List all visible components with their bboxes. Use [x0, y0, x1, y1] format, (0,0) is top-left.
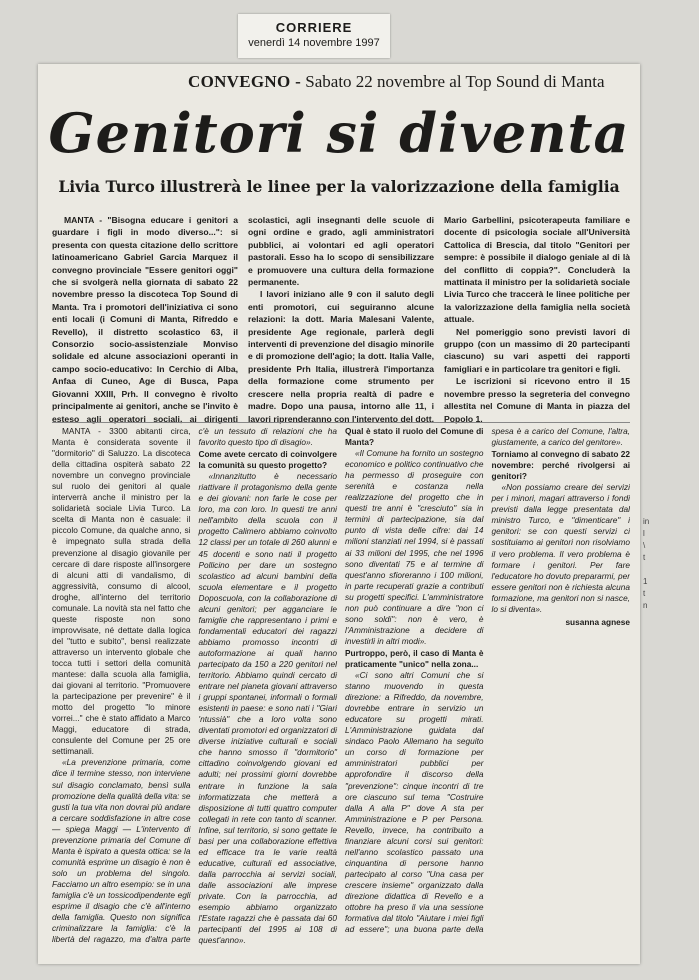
interview-question: Torniamo al convegno di sabato 22 novembre: perché rivolgersi ai genitori?	[491, 449, 630, 482]
newspaper-name: CORRIERE	[275, 20, 353, 35]
edge-fragment: 1	[643, 577, 648, 586]
lead-paragraph: MANTA - "Bisogna educare i genitori a guardare i figli in modo diverso...": si presenta con questa citazione dello scrittore latinoamericano Gabriel Garcia Marquez il convegno provinciale "Essere genitori oggi" che si svolgerà nella giornata di sabato 22 novembre presso la discoteca Top Sound di Manta. Tra i promotori dell'iniziativa ci sono enti locali (i Comuni di Manta, Rifreddo e Revello), il distretto scolastico 63, il Consorzio socio-assistenziale Monviso solidale ed alcune associazioni operanti in campo socio-educativo: In Cerchio di Alba, Anfaa di Cuneo, Age di Busca, Papa Giovanni XXIII, Prh. Il convegno è rivolto principalmente ai genitori, anche se l'invito è esteso agli operatori sociali, ai dirigenti scolastici, agli insegnanti delle scuole di ogni ordine e grado, agli amministratori pubblici, ai volontari ed agli operatori pastorali. Esso ha lo scopo di sensibilizzare e promuovere una cultura della formazione permanente.	[52, 215, 434, 424]
body-answer: «Il Comune ha fornito un sostegno economico e politico continuativo che ha permesso di proseguire con serenità e costanza nella realizzazione del progetto che in questi tre anni è "cresciuto" sia in termini di partecipazione, sia dal punto di vista delle cifre: dai 14 milioni stanziati nel 1994, si è passati ai 33 milioni del 1995, che nel 1996 sono diventati 75 e al termine di quest'anno sfioreranno i 100 milioni, in parte recuperati grazie a contributi su progetti specifici. L'amministratore non può continuare a dire "non ci sono soldi": non è vero, è l'Amministrazione a decidere di investirli in altri modi».	[345, 448, 484, 646]
edge-fragment: n	[643, 601, 648, 610]
newspaper-stamp	[238, 14, 390, 58]
author-signature: susanna agnese	[565, 616, 630, 627]
kicker: CONVEGNO -	[188, 72, 302, 91]
edge-fragment	[643, 564, 657, 576]
strapline	[188, 72, 636, 92]
subheadline: Livia Turco illustrerà le linee per la valorizzazione della famiglia	[58, 177, 620, 196]
edge-fragment: in	[643, 517, 650, 526]
section-divider	[52, 422, 630, 423]
body-intro: MANTA - 3300 abitanti circa, Manta è considerata sovente il "dormitorio" di Saluzzo. La discoteca della cittadina ospiterà sabato 22 novembre un convegno provinciale sul ruolo dei genitori al quale interverrà anche il ministro per la solidarietà sociale Livia Turco. La scelta di Manta non è casuale: il piccolo Comune, da qualche anno, si è impegnato sulla strada della prevenzione al disagio giovanile per cercare di dare risposte all'insorgere di alcuni atti di vandalismo, di aggressività, consumo di alcool, droghe, all'interno del territorio comunale. La novità sta nel fatto che queste risposte non sono improvvisate, né dettate dalla logica del "tutto e subito", bensì realizzate attraverso un intervento globale che tocca tutti i settori della comunità mantese: dalla scuola alla famiglia, dai giovani al territorio. "Promuovere la partecipazione per prevenire" è il motto del progetto "lo minore vorrei..." che è stato affidato a Marco Maggi, educatore di strada, consulente del Comune per 25 ore settimanali.	[52, 426, 191, 757]
lead-paragraph: I lavori iniziano alle 9 con il saluto degli enti promotori, cui seguiranno alcune relazioni: la dott. Maria Malesani Valente, presidente Age regionale, parlerà degli interventi di prevenzione del disagio minorile e di promozione dell'agio; la dott. Italia Valle, presidente Prh Italia, illustrerà l'importanza della formazione come strumento per crescere nella propria realtà di padre e madre. Dopo una pausa, intorno alle 11, i lavori riprenderanno con l'intervento del dott. Mario Garbellini, psicoterapeuta familiare e docente di psicologia sociale all'Università Cattolica di Brescia, dal titolo "Genitori per sempre: è possibile il dialogo geniale al di là del conflitto di coppia?". Concluderà la mattinata il ministro per la solidarietà sociale Livia Turco che traccerà le linee politiche per la valorizzazione della famiglia nella società attuale.	[248, 215, 630, 424]
interview-question: Come avete cercato di coinvolgere la comunità su questo progetto?	[198, 449, 337, 471]
lead-block	[52, 214, 630, 428]
interview-question: Purtroppo, però, il caso di Manta è praticamente "unico" nella zona...	[345, 647, 484, 669]
interview-question: Qual è stato il ruolo del Comune di Manta?	[345, 426, 484, 448]
publication-date: venerdì 14 novembre 1997	[248, 36, 380, 49]
edge-fragment: t	[643, 553, 646, 562]
edge-fragment: t	[643, 589, 646, 598]
edge-fragment: \	[643, 541, 646, 550]
body-answer: «Ci sono altri Comuni che si stanno muovendo in questa direzione: a Rifreddo, da novembre, dovrebbe entrare in servizio un educatore su progetti mirati. L'Amministrazione guidata dal sindaco Paolo Allemano ha seguito un corso di formazione per amministratori pubblici per approfondire il discorso della "prevenzione": cinque incontri di tre ore ciascuno sul tema "Costruire dalla A alla P" dove A sta per Amministrazione e P per Persona. Revello, invece, ha contribuito a finanziare alcuni corsi sui genitori: nell'anno scolastico passato una cinquantina di persone hanno partecipato al corso "Una casa per crescere insieme" organizzato dalla direzione didattica di Revello e a ottobre ha preso il via una sessione formativa dal titolo "Aiutare i miei figli ad essere"; una buona parte della spesa è a carico del Comune, l'altra, giustamente, a carico del genitore».	[345, 426, 630, 935]
interview-body	[52, 426, 630, 956]
body-answer: «Non possiamo creare dei servizi per i minori, magari attraverso i fondi previsti dalla legge presentata dal ministro Turco, e "dimenticare" i genitori: se con questi servizi ci sostituiamo ai genitori non risolviamo il vero problema. Il vero problema è formare i genitori. Per fare l'educatore ho dovuto prepararmi, per essere genitori non è richiesta alcuna formazione, ma genitori non si nasce, lo si diventa».	[491, 482, 630, 614]
adjacent-clipping-fragment	[643, 516, 657, 612]
article-clipping	[38, 64, 640, 964]
body-answer: «La prevenzione primaria, come dice il termine stesso, non interviene sul disagio conclamato, bensì sulla promozione della qualità della vita: se gusti la tua vita non dovrai più andare a cercare soddisfazione in altre cose — spiega Maggi — L'intervento di prevenzione primaria del Comune di Manta è ispirato a questa ottica: se la comunità esprime un disagio è non è solo un problema del singolo. Facciamo un altro esempio: se in una famiglia c'è un tossicodipendente egli esprime il disagio che c'è all'interno della famiglia. Questo non significa criminalizzare la famiglia: c'è la libertà del ragazzo, ma d'altra parte c'è un tessuto di relazioni che ha favorito questo tipo di disagio».	[52, 426, 337, 945]
body-answer: «Innanzitutto è necessario riattivare il protagonismo della gente e dei giovani: non farle le cose per loro, ma con loro. In questi tre anni nell'ambito della scuola con il progetto Calimero abbiamo coinvolto 12 classi per un totale di 260 alunni e 45 docenti e sono nati il progetto Pollicino per dare un sostegno scolastico ad alcuni bambini della scuola elementare e il progetto Doposcuola, con la collaborazione di alcuni genitori; per agganciare le famiglie che rappresentano i primi e fondamentali educatori dei ragazzi abbiamo promosso incontri di autoformazione ai quali hanno partecipato da 150 a 220 genitori nel territorio. Abbiamo quindi cercato di entrare nel pianeta giovani attraverso i gruppi spontanei, informali o formali esistenti in paese: e sono nati i "Giari 'ntussià" che a loro volta sono diventati promotori ed organizzatori di diverse iniziative culturali e sociali che hanno smosso il "dormitorio" cittadino coinvolgendo giovani ed adulti; nei prossimi giorni dovrebbe entrare in funzione la sala informatizzata che metterà a disposizione di tutti quattro computer collegati in rete con tanto di scanner. Infine, sul territorio, si sono gettate le basi per una collaborazione effettiva ed efficace tra le varie realtà educative, culturali ed associative, dalla parrocchia ai servizi sociali, dalle associazioni alle imprese private. Con la parrocchia, ad esempio abbiamo organizzato l'Estate ragazzi che è passata dai 60 partecipanti del 1995 ai 108 di quest'anno».	[198, 471, 337, 946]
lead-paragraph: Nel pomeriggio sono previsti lavori di gruppo (con un massimo di 20 partecipanti ciascuno) su vari aspetti dei rapporti famigliari e in particolare tra genitori e figli.	[444, 326, 630, 374]
headline: Genitori si diventa	[48, 101, 630, 165]
edge-fragment: l	[643, 529, 645, 538]
strapline-text: Sabato 22 novembre al Top Sound di Manta	[305, 72, 605, 91]
lead-paragraph: Le iscrizioni si ricevono entro il 15 novembre presso la segreteria del convegno allestita nel Comune di Manta in piazza del Popolo 1.	[444, 376, 630, 424]
